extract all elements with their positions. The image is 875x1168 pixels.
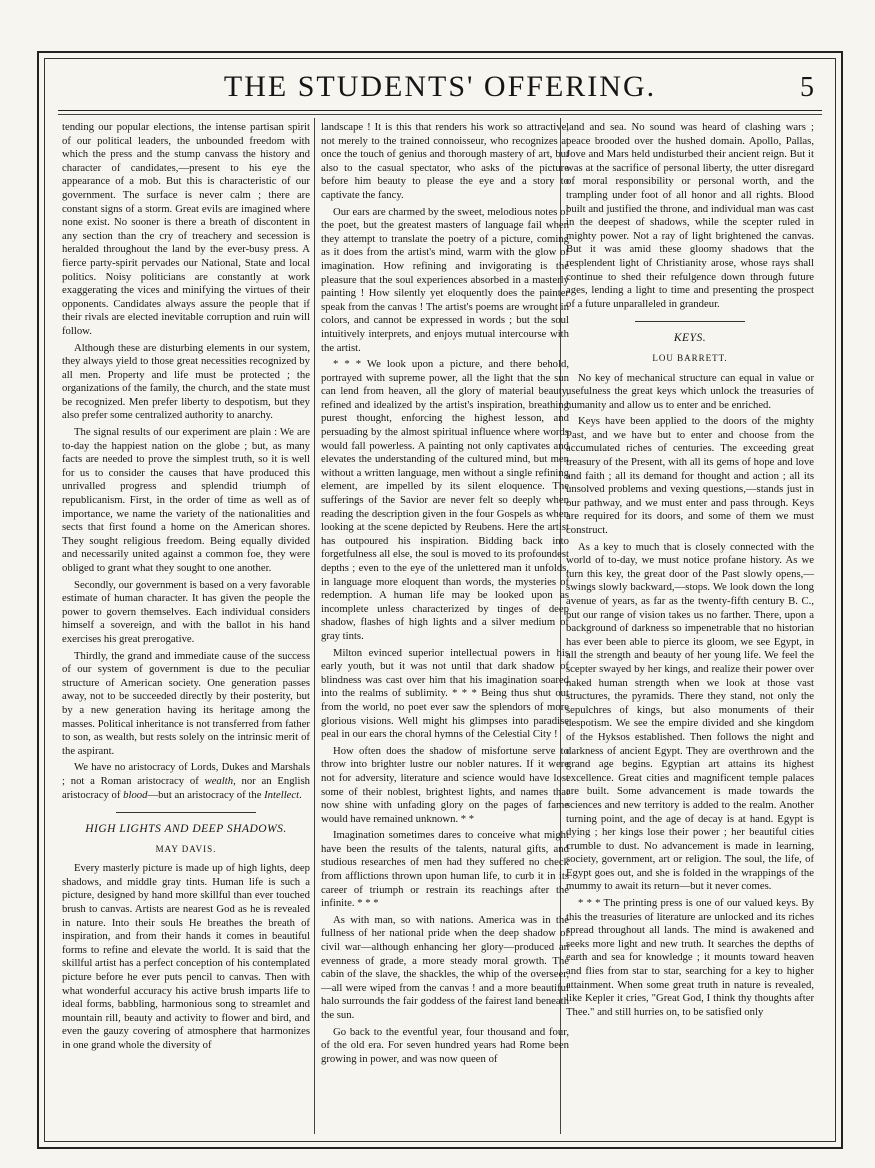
paragraph: How often does the shadow of misfortune serve to throw into brighter lustre our nobler natures. If it were not for adversity, literature and science would have lost some of their noblest, brightest lights, and names that now shine with unfading glory on the pages of fame would have remained unknown. * * xyxy=(321,744,569,825)
article-title-keys: KEYS. xyxy=(673,332,707,345)
header-rule-thin xyxy=(58,114,822,115)
paragraph: * * * The printing press is one of our valued keys. By this the treasuries of literature are unlocked and its riches spread throughout all lands. The mind is awakened and seeks more light and new truth. It searches the depths of earth and sea for knowledge ; it mounts toward heaven and flies from star to star, searching for a key to higher attainment. When some great truth in nature is revealed, like Kepler it cries, "Great God, I think thy thoughts after Thee." and still hurries on, to be satisfied only xyxy=(566,897,814,1018)
paragraph: Imagination sometimes dares to conceive what might have been the results of the talents, natural gifts, and studious researches of men had they suffered no check from afflictions thrown upon human life, to curb it in its career of triumph or restrain its reachings after the infinite. * * * xyxy=(321,829,569,910)
paragraph: The signal results of our experiment are plain : We are to-day the happiest nation on the globe ; but, as many facts are needed to prove the simplest truth, so it is well for us to consider the causes that have produced this unrivalled progress and splendid triumph of republicanism. First, in the order of time as well as of importance, we name the variety of the nationalities and sects that first found a home on the American shores. They sought religious freedom. Being equally divided and necessarily united against a common foe, they were obliged to grant what they sought to one another. xyxy=(62,426,310,574)
article-title-high-lights: HIGH LIGHTS AND DEEP SHADOWS. xyxy=(85,823,287,836)
paragraph: Go back to the eventful year, four thousand and four, of the old era. For seven hundred years had Rome been growing in power, and was now queen of xyxy=(321,1025,569,1065)
paragraph: Although these are disturbing elements in our system, they always yield to those great necessities recognized by all men. Property and life must be protected ; the organizations of the family, the church, and the state must be recognized. Men prefer liberty to despotism, but they also prefer some centralized authority to anarchy. xyxy=(62,341,310,422)
article-separator xyxy=(116,812,256,813)
paragraph: landscape ! It is this that renders his work so attractive, not merely to the trained connoisseur, who recognizes at once the touch of genius and thorough mastery of art, but also to the casual spectator, who asks of the picture before him beauty to please the eye and a story to captivate the fancy. xyxy=(321,121,569,201)
column-1 xyxy=(62,121,310,1131)
paragraph: As with man, so with nations. America was in the fullness of her national pride when the deep shadow of civil war—although enhancing her glory—produced an evenness of grade, a more steady moral growth. The cabin of the slave, the shackles, the whip of the overseer,—all were wiped from the canvas ! and a more beautiful halo surrounds the fair goddess of the fairest land beneath the sun. xyxy=(321,913,569,1021)
page-number: 5 xyxy=(800,72,814,103)
paragraph-aristocracy: We have no aristocracy of Lords, Dukes and Marshals ; not a Roman aristocracy of wealth, nor an English aristocracy of blood—but an aristocracy of the Intellect. xyxy=(62,761,310,801)
paragraph: No key of mechanical structure can equal in value or usefulness the great keys which unlock the treasuries of humanity and allow us to enter and be enriched. xyxy=(566,371,814,411)
publication-title: THE STUDENTS' OFFERING. xyxy=(223,70,657,103)
paragraph: Secondly, our government is based on a very favorable estimate of human character. It has given the people the power to govern themselves. Each individual considers himself a sovereign, and with the ballot in his hand exercises his great prerogative. xyxy=(62,578,310,645)
paragraph: * * * We look upon a picture, and there behold, portrayed with supreme power, all the light that the sun can lend from heaven, all the glory of material beauty, refined and idealized by the artist's inspiration, breathing purest thought, enforcing the highest lesson, and persuading by the almost spiritual influence where words would fall powerless. A painting not only captivates and elevates the understanding of the cultured mind, but men without a written language, men without a single refining element, are impelled by its silent eloquence. The sufferings of the Savior are never felt so deeply when reading the description given in the four Gospels as when looking at the scene depicted by Reubens. Here the artist has outpoured his inspiration. Bidding back into forgetfulness all else, the soul is moved to its profoundest depths ; even to the eye of the unlettered man it unfolds, in language more eloquent than words, the mysteries of redemption. A human life may be looked upon as incomplete unless characterized by tinges of deep shadow, flashes of high lights and a silver medium of gray tints. xyxy=(321,358,569,642)
paragraph: Every masterly picture is made up of high lights, deep shadows, and middle gray tints. Human life is such a picture, designed by hand more skillful than ever touched brush to canvas. Artists are nearest God as he is revealed in nature. Into their souls He breathes the breath of inspiration, and from their hands it comes in beautiful forms to refine and elevate the world. It is said that the skillful artist has a perfect conception of his contemplated picture before he ever puts pencil to canvas. Then with what wonderful accuracy his active brush imparts life to ideal forms, babbling, harmonious song to streamlet and mountain rill, beauty and activity to flower and bird, and even the gauzy covering of atmosphere that harmonizes in one grand whole the diversity of xyxy=(62,862,310,1051)
header-rule xyxy=(58,110,822,111)
masthead xyxy=(60,70,820,110)
article-byline-lou-barrett: LOU BARRETT. xyxy=(652,352,728,363)
column-2 xyxy=(321,121,569,1131)
paragraph: Thirdly, the grand and immediate cause of the success of our system of government is due to the peculiar structure of American society. One generation passes away, not to be succeeded directly by their posterity, but by a new generation having its heritage among the masses. Political inheritance is not transferred from father to son, as wealth, but rests solely on the intrinsic merit of the aspirant. xyxy=(62,649,310,757)
paragraph: Keys have been applied to the doors of the mighty Past, and we have but to enter and choose from the accumulated riches of centuries. The exceeding great treasury of the Present, with all its gems of hope and love and faith ; all its demand for thought and action ; all its unsolved problems and vexing questions,—stands just in our pathway, and we must enter and pass through. Keys are required for its doors, and some of them we must construct. xyxy=(566,415,814,537)
article-byline-may-davis: MAY DAVIS. xyxy=(155,843,217,854)
column-divider-1 xyxy=(314,118,315,1134)
paragraph: Milton evinced superior intellectual powers in his early youth, but it was not until that dark shadow of blindness was cast over him that his imagination soared into the realms of sublimity. * * * Being thus shut out from the world, no poet ever saw the splendors of more glorious visions. Well might his glimpses into paradise peal in our ears the choral hymns of the Celestial City ! xyxy=(321,646,569,741)
paragraph: As a key to much that is closely connected with the world of to-day, we must notice profane history. As we turn this key, the great door of the Past slowly opens,—swings slowly backward,—stops. We look down the long avenue of years, as far as the twenty-fifth century B. C., but our range of vision takes us no farther. There, upon a background of darkness so impenetrable that no historian has ever been able to pierce its gloom, we see Egypt, in all the strength and beauty of her young life. We feel the scepter swayed by her kings, and realize their power over naked human strength when we look at those vast structures, the pyramids. There they stand, not only the sepulchres of kings, but also monuments of their despotism. We see the empire divided and she kingdom of the Hyksos established. Then follows the night and darkness of ancient Egypt. They are overthrown and the grand age begins. Egyptian art attains its highest excellence. Great cities and magnificent temple palaces are built. Some advancement is made towards the sciences and new territory is added to the realm. Another turning point, and the age of decay is at hand. Egypt is dying ; her kings lose their power ; her beautiful cities crumble to dust. No advancement is made in learning, society, government, art or religion. The soul, the life, of Egypt goes out, and she is folded in the wrappings of the mummy to await its return—but it never comes. xyxy=(566,540,814,893)
paragraph: Our ears are charmed by the sweet, melodious notes of the poet, but the greatest masters of language fail when they attempt to translate the poetry of a picture, coming as it does from the artist's mind, warm with the glow of imagination. How refining and invigorating is the pleasure that the soul experiences absorbed in a masterly painting ! How silently yet eloquently does the painter speak from the canvas ! The artist's poems are wrought in colors, and cannot be expressed in words ; but the soul intuitively interprets, and enjoys mutual intercourse with the artist. xyxy=(321,205,569,354)
paragraph: land and sea. No sound was heard of clashing wars ; peace brooded over the hushed domain. Apollo, Pallas, Jove and Mars held undisturbed their ancient reign. But it was at the sacrifice of personal liberty, the utter disregard of moral responsibility or personal worth, and the trampling under foot of all honor and all rights. Blood built and justified the throne, and individual man was cast in the deepest of shadows, while the scepter ruled in mighty power. Not a ray of light brightened the canvas. But it was amid these gloomy shadows that the resplendent light of Christianity arose, whose rays shall continue to shed their refulgence down through future ages, lending a light to time and presenting the prospect of a future unparalleled in grandeur. xyxy=(566,121,814,310)
article-separator xyxy=(635,321,745,322)
column-3 xyxy=(566,121,814,1131)
paragraph: tending our popular elections, the intense partisan spirit of our political leaders, the unbounded freedom with which the press and the stump canvass the history and character of candidates,—present to his eye the appearance of a mob. But this is characteristic of our government. The surface is never calm ; there are constant signs of a storm. Great evils are imagined where none exist. No sooner is there a breath of discontent in any section than the cry of treachery and secession is heralded throughout the land by the ever-busy press. A fierce party-spirit pervades our National, State and local politics. Noisy politicians are constantly at work exaggerating the vices and minifying the virtues of their opponents. Candidates always assure the people that if their rivals are elected inevitable corruption and ruin will follow. xyxy=(62,121,310,337)
